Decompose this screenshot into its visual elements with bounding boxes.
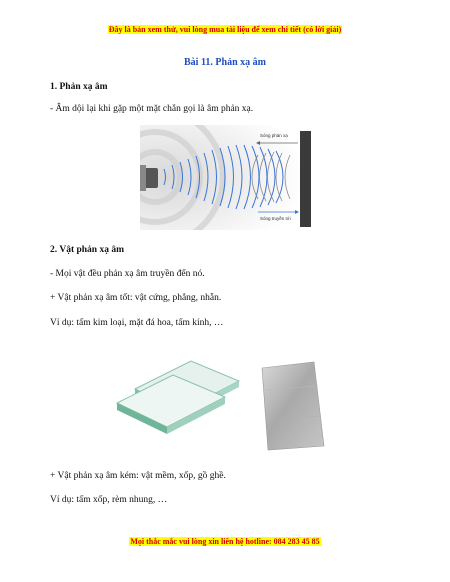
hotline-text: Mọi thắc mắc vui lòng xin liên hệ hotline: 084 283 45 85: [130, 537, 320, 546]
reflecting-wall: [300, 131, 311, 227]
section-heading-reflection: 1. Phản xạ âm: [50, 82, 108, 92]
reflected-wave-label: Sóng phản xạ: [260, 133, 288, 138]
hotline-footer: [0, 537, 450, 546]
good-reflectors-examples: Ví dụ: tấm kim loại, mặt đá hoa, tấm kính, …: [50, 318, 224, 328]
figure-background: [140, 125, 315, 230]
glass-panes-image: [115, 355, 245, 440]
good-reflectors: + Vật phản xạ âm tốt: vật cứng, phẳng, nhẵn.: [50, 293, 222, 303]
speaker-icon: [144, 168, 158, 188]
poor-reflectors-examples: Ví dụ: tấm xốp, rèm nhung, …: [50, 495, 168, 505]
preview-notice: [0, 25, 450, 34]
section-heading-reflectors: 2. Vật phản xạ âm: [50, 245, 124, 255]
lesson-title: Bài 11. Phản xạ âm: [184, 57, 266, 68]
transmitted-wave-label: Sóng truyền tới: [260, 216, 291, 221]
all-objects-reflect: - Mọi vật đều phản xạ âm truyền đến nó.: [50, 269, 205, 279]
poor-reflectors: + Vật phản xạ âm kém: vật mềm, xốp, gồ ghề.: [50, 471, 226, 481]
metal-sheet-image: [250, 360, 330, 452]
reflection-definition: - Âm dội lại khi gặp một mặt chắn gọi là âm phản xạ.: [50, 104, 254, 114]
preview-notice-text: Đây là bản xem thử, vui lòng mua tài liệu để xem chi tiết (có lời giải): [108, 25, 342, 34]
sound-reflection-figure: [140, 125, 315, 230]
